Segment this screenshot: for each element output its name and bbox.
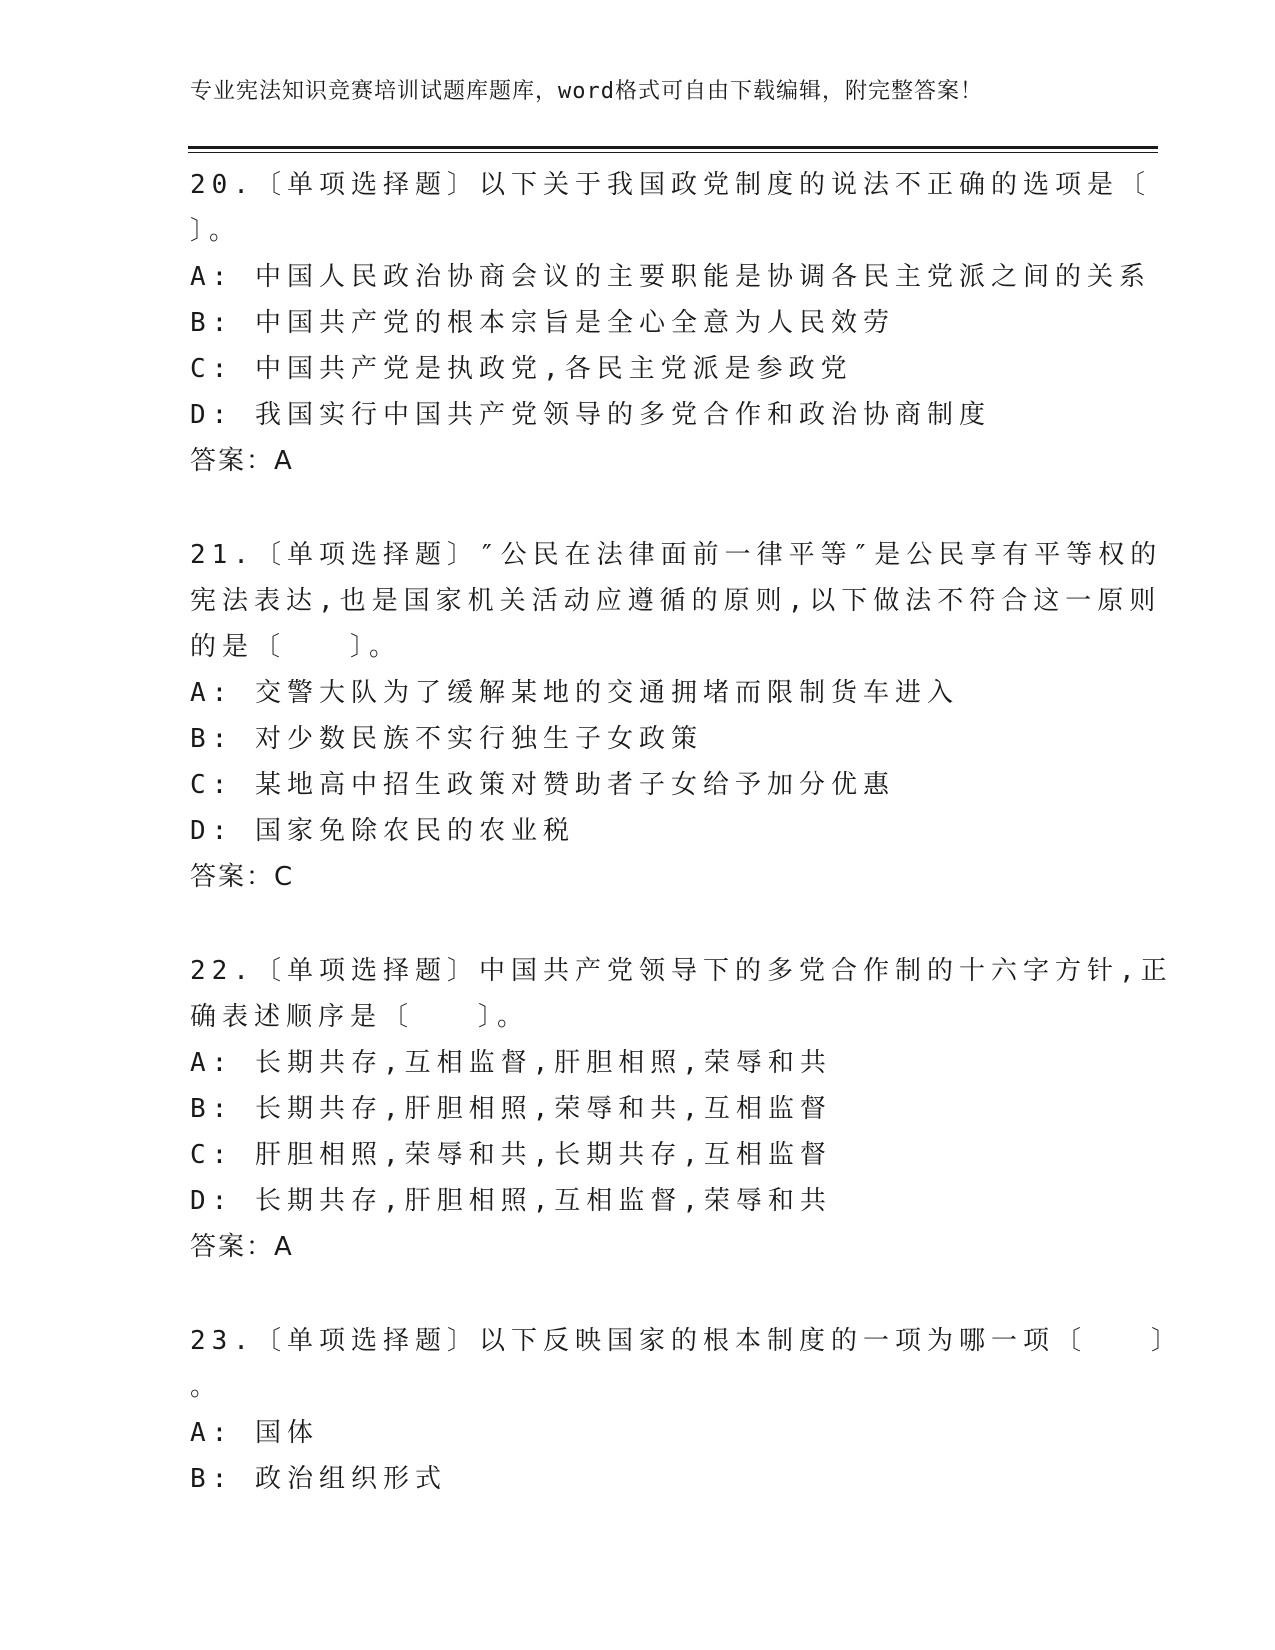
question-stem: 。 <box>190 1372 223 1402</box>
question-stem: 21.〔单项选择题〕″公民在法律面前一律平等″是公民享有平等权的 <box>190 540 1163 570</box>
header-rule-thin <box>188 152 1158 153</box>
option-c: C: 肝胆相照,荣辱和共,长期共存,互相监督 <box>190 1140 832 1170</box>
option-c: C: 中国共产党是执政党,各民主党派是参政党 <box>190 354 853 384</box>
option-d: D: 国家免除农民的农业税 <box>190 816 575 846</box>
question-21 <box>190 532 1163 900</box>
question-list <box>190 162 1183 1502</box>
option-a: A: 国体 <box>190 1418 319 1448</box>
answer: 答案：A <box>190 1232 294 1262</box>
option-c: C: 某地高中招生政策对赞助者子女给予加分优惠 <box>190 770 895 800</box>
spacer <box>190 484 1090 532</box>
question-22 <box>190 948 1173 1270</box>
option-b: B: 长期共存,肝胆相照,荣辱和共,互相监督 <box>190 1094 832 1124</box>
option-a: A: 交警大队为了缓解某地的交通拥堵而限制货车进入 <box>190 678 959 708</box>
option-a: A: 长期共存,互相监督,肝胆相照,荣辱和共 <box>190 1048 832 1078</box>
option-a: A: 中国人民政治协商会议的主要职能是协调各民主党派之间的关系 <box>190 262 1151 292</box>
question-stem: 23.〔单项选择题〕以下反映国家的根本制度的一项为哪一项〔 〕 <box>190 1326 1183 1356</box>
answer: 答案：A <box>190 446 294 476</box>
question-stem: 〕。 <box>190 216 242 246</box>
spacer <box>190 1270 1090 1318</box>
question-20 <box>190 162 1151 484</box>
header-rule-thick <box>188 146 1158 149</box>
document-header: 专业宪法知识竞赛培训试题库题库，word格式可自由下载编辑，附完整答案！ <box>190 79 983 104</box>
option-b: B: 对少数民族不实行独生子女政策 <box>190 724 703 754</box>
option-b: B: 中国共产党的根本宗旨是全心全意为人民效劳 <box>190 308 895 338</box>
option-d: D: 我国实行中国共产党领导的多党合作和政治协商制度 <box>190 400 991 430</box>
spacer <box>190 900 1090 948</box>
option-d: D: 长期共存,肝胆相照,互相监督,荣辱和共 <box>190 1186 832 1216</box>
question-stem: 确表述顺序是〔 〕。 <box>190 1002 530 1032</box>
question-stem: 的是〔 〕。 <box>190 632 402 662</box>
answer: 答案：C <box>190 862 295 892</box>
question-stem: 宪法表达,也是国家机关活动应遵循的原则,以下做法不符合这一原则 <box>190 586 1162 616</box>
question-stem: 22.〔单项选择题〕中国共产党领导下的多党合作制的十六字方针,正 <box>190 956 1173 986</box>
question-stem: 20.〔单项选择题〕以下关于我国政党制度的说法不正确的选项是〔 <box>190 170 1151 200</box>
question-23 <box>190 1318 1183 1502</box>
option-b: B: 政治组织形式 <box>190 1464 447 1494</box>
